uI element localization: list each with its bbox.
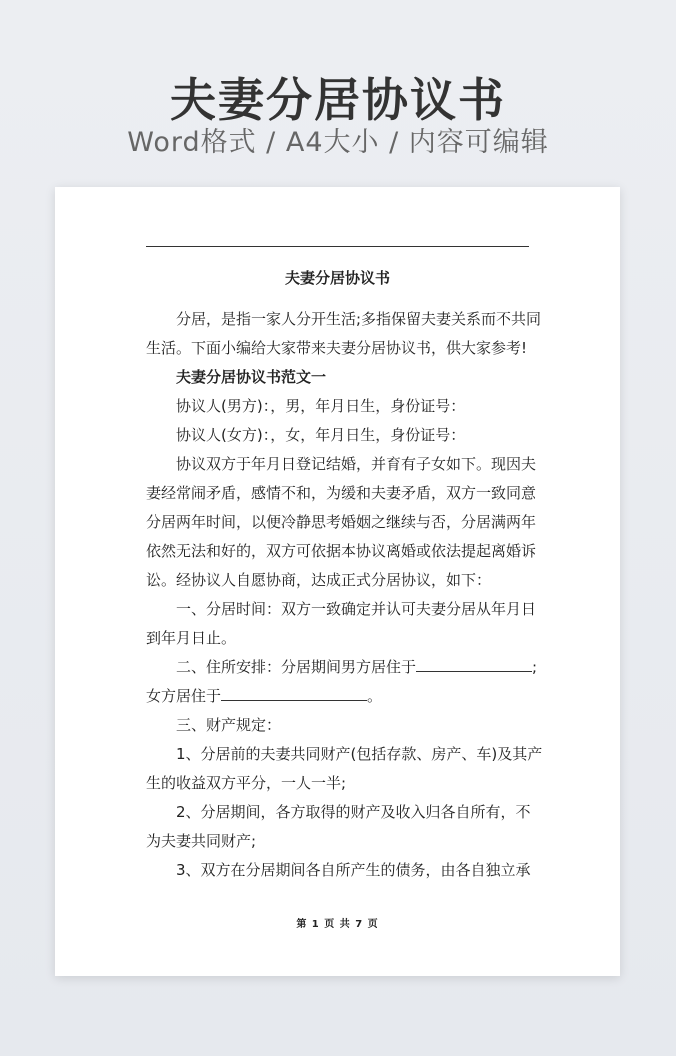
- section-heading: 夫妻分居协议书范文一: [176, 368, 327, 386]
- paragraph-line: 协议人(女方)：，女，年月日生，身份证号：: [176, 426, 466, 444]
- paragraph-line: 三、财产规定：: [176, 716, 282, 734]
- paragraph-line: 一、分居时间：双方一致确定并认可夫妻分居从年月日: [176, 600, 537, 618]
- promo-subtitle: Word格式 / A4大小 / 内容可编辑: [127, 127, 549, 158]
- paragraph-line: 妻经常闹矛盾，感情不和，为缓和夫妻矛盾，双方一致同意: [146, 484, 537, 502]
- clause-text: 二、住所安排：分居期间男方居住于: [176, 658, 417, 676]
- punctuation: ;: [532, 658, 538, 676]
- paragraph-line: 为夫妻共同财产;: [146, 832, 257, 850]
- paragraph-line: 1、分居前的夫妻共同财产(包括存款、房产、车)及其产: [176, 745, 543, 763]
- document-title: 夫妻分居协议书: [284, 269, 390, 287]
- page-footer: 第 1 页 共 7 页: [296, 919, 379, 930]
- punctuation: 。: [367, 687, 383, 705]
- paragraph-line: 3、双方在分居期间各自所产生的债务，由各自独立承: [176, 861, 531, 879]
- paragraph-line: 分居，是指一家人分开生活;多指保留夫妻关系而不共同: [176, 310, 542, 328]
- document-body: [146, 305, 543, 885]
- paragraph-line: 到年月日止。: [146, 629, 237, 647]
- promo-title: 夫妻分居协议书: [170, 73, 506, 127]
- fill-in-blank: [221, 682, 367, 701]
- paragraph-line: 依然无法和好的，双方可依据本协议离婚或依法提起离婚诉: [146, 542, 537, 560]
- paragraph-line: 生的收益双方平分，一人一半;: [146, 774, 347, 792]
- paragraph-line: 生活。下面小编给大家带来夫妻分居协议书，供大家参考!: [146, 339, 528, 357]
- paragraph-line: 协议双方于年月日登记结婚，并育有子女如下。现因夫: [176, 455, 537, 473]
- fill-in-blank: [416, 653, 532, 672]
- paragraph-line: [146, 653, 538, 682]
- header-rule: [146, 246, 529, 247]
- clause-text: 女方居住于: [146, 687, 222, 705]
- paragraph-line: 讼。经协议人自愿协商，达成正式分居协议，如下：: [146, 571, 492, 589]
- paragraph-line: [146, 682, 529, 711]
- paragraph-line: 2、分居期间，各方取得的财产及收入归各自所有，不: [176, 803, 531, 821]
- paragraph-line: 分居两年时间，以便冷静思考婚姻之继续与否，分居满两年: [146, 513, 537, 531]
- paragraph-line: 协议人(男方)：，男，年月日生，身份证号：: [176, 397, 466, 415]
- document-page: [55, 187, 620, 976]
